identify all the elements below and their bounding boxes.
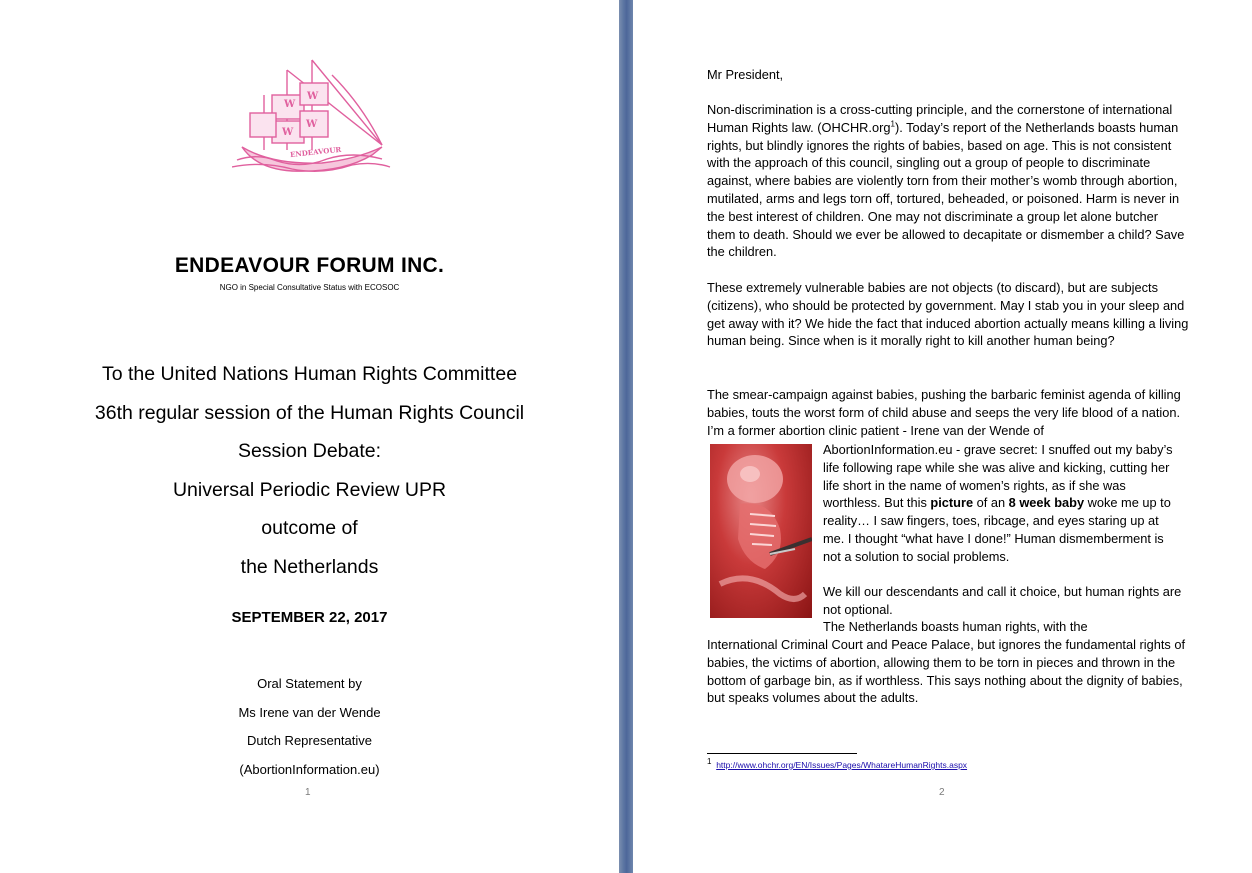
title-line: To the United Nations Human Rights Committee — [101, 363, 518, 385]
statement-title — [0, 355, 619, 586]
ship-logo-icon — [232, 55, 392, 180]
title-line: the Netherlands — [240, 555, 379, 578]
svg-text:ENDEAVOUR: ENDEAVOUR — [289, 144, 342, 160]
embryo-image-icon — [710, 444, 812, 618]
svg-text:W: W — [307, 91, 319, 102]
organization-name: ENDEAVOUR FORUM INC. — [174, 254, 445, 277]
byline-line: Dutch Representative — [246, 733, 372, 748]
statement-date: SEPTEMBER 22, 2017 — [231, 609, 388, 626]
paragraph-3-wrapped: AbortionInformation.eu - grave secret: I snuffed out my baby’s life following rape while she was alive and kicking, cutting her life short in the name of women’s rights, as if she was worthless. But this picture of an 8 week baby woke me up to reality… I saw fingers, toes, ribcage, and eyes staring up at me. I thought “what have I done!” Human dismemberment is not a solution to social problems. — [823, 442, 1173, 564]
byline — [0, 670, 619, 784]
footnote-separator — [707, 753, 857, 754]
paragraph-1: Non-discrimination is a cross-cutting principle, and the cornerstone of international Human Rights law. (OHCHR.org$^1$). Today’s report of the Netherlands boasts human rights, but blindly ignores the rights of babies, based on age. This is not consistent with the approach of this council, singling out a group of people to discriminate against, where babies are violently torn from their mother’s womb through abortion, mutilated, arms and legs torn off, tortured, beheaded, or poisoned. Harm is never in the best interest of children. One may not discriminate a group let alone butcher them to death. Should we ever be allowed to decapitate or dismember a child? Save the children. — [707, 102, 1185, 260]
footnote — [707, 757, 968, 770]
document-page-1 — [0, 0, 619, 873]
page-divider — [619, 0, 633, 873]
page-number: 2 — [939, 787, 945, 798]
title-line: Universal Periodic Review UPR — [172, 478, 447, 501]
byline-line: Oral Statement by — [257, 676, 362, 691]
svg-text:W: W — [306, 119, 318, 130]
paragraph-5: International Criminal Court and Peace Palace, but ignores the fundamental rights of babies, the victims of abortion, allowing them to be torn in pieces and thrown in the bottom of garbage bin, as if worthless. This says nothing about the dignity of babies, but speaks volumes about the adults. — [707, 637, 1186, 706]
title-line: Session Debate: — [237, 440, 382, 462]
paragraph-4: We kill our descendants and call it choice, but human rights are not optional. — [823, 584, 1182, 617]
paragraph-3-intro: The smear-campaign against babies, pushing the barbaric feminist agenda of killing babies, touts the worst form of child abuse and seeps the very life blood of a nation. I’m a former abortion clinic patient - Irene van der Wende of — [707, 387, 1181, 438]
footnote-ref[interactable]: 1 — [890, 119, 895, 129]
footnote-link[interactable]: http://www.ohchr.org/EN/Issues/Pages/WhatareHumanRights.aspx — [716, 760, 968, 770]
footnote-marker: 1 — [707, 757, 712, 767]
paragraph-5-first-line: The Netherlands boasts human rights, with the — [823, 619, 1088, 634]
title-line: outcome of — [261, 517, 358, 539]
byline-line: (AbortionInformation.eu) — [239, 761, 380, 777]
embryo-photo — [710, 444, 812, 618]
svg-text:W: W — [284, 99, 296, 110]
svg-text:W: W — [282, 127, 294, 138]
title-line: 36th regular session of the Human Rights Council — [94, 401, 525, 424]
organization-subtitle: NGO in Special Consultative Status with ECOSOC — [219, 283, 400, 292]
byline-line: Ms Irene van der Wende — [238, 704, 381, 720]
salutation: Mr President, — [707, 67, 784, 82]
page-number: 1 — [305, 787, 311, 798]
paragraph-2: These extremely vulnerable babies are not objects (to discard), but are subjects (citizens), who should be protected by government. May I stab you in your sleep and get away with it? We hide the fact that induced abortion actually means killing a living human being. Since when is it morally right to kill another human being? — [707, 280, 1189, 349]
